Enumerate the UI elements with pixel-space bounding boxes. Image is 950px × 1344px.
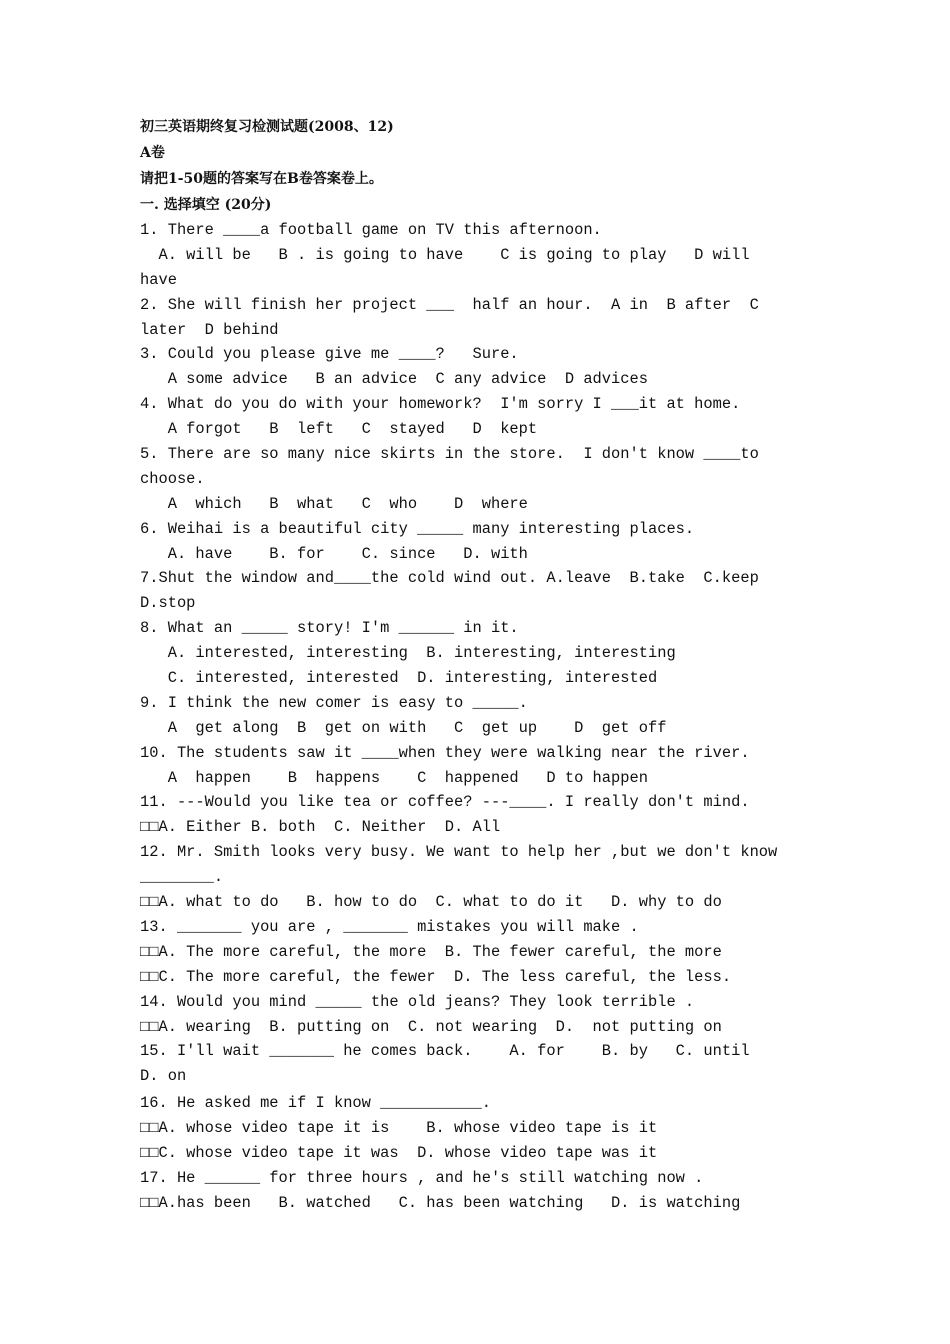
exam-title-text: 初三英语期终复习检测试题(2008、12) bbox=[140, 119, 394, 135]
question-line: A. interested, interesting B. interesting, interesting bbox=[140, 644, 676, 663]
question-line: 16. He asked me if I know ___________. bbox=[140, 1094, 491, 1113]
question-line: 3. Could you please give me ____? Sure. bbox=[140, 345, 519, 364]
question-line: 6. Weihai is a beautiful city _____ many interesting places. bbox=[140, 519, 695, 538]
question-line: 4. What do you do with your homework? I'm sorry I ___it at home. bbox=[140, 395, 741, 414]
question-line: 8. What an _____ story! I'm ______ in it. bbox=[140, 619, 519, 638]
question-line: 14. Would you mind _____ the old jeans? They look terrible . bbox=[140, 992, 695, 1011]
question-line: A. will be B . is going to have C is going to play D will bbox=[140, 245, 750, 264]
question-line: 12. Mr. Smith looks very busy. We want to help her ,but we don't know bbox=[140, 843, 778, 862]
question-line: A get along B get on with C get up D get off bbox=[140, 718, 667, 737]
question-line: 11. ---Would you like tea or coffee? ---____. I really don't mind. bbox=[140, 793, 750, 812]
question-line: A happen B happens C happened D to happen bbox=[140, 768, 648, 787]
question-line: have bbox=[140, 270, 177, 289]
question-line: □□A. whose video tape it is B. whose video tape is it bbox=[140, 1119, 658, 1138]
paper-label bbox=[140, 140, 820, 166]
question-line: D. on bbox=[140, 1067, 187, 1086]
question-line: later D behind bbox=[140, 320, 279, 339]
answer-instruction bbox=[140, 166, 820, 192]
question-line: □□C. The more careful, the fewer D. The less careful, the less. bbox=[140, 967, 732, 986]
question-line: □□C. whose video tape it was D. whose video tape was it bbox=[140, 1143, 658, 1162]
question-line: A some advice B an advice C any advice D advices bbox=[140, 370, 648, 389]
section-heading bbox=[140, 192, 820, 218]
question-line: A. have B. for C. since D. with bbox=[140, 544, 528, 563]
question-line: choose. bbox=[140, 469, 205, 488]
question-line: □□A. The more careful, the more B. The fewer careful, the more bbox=[140, 942, 722, 961]
question-line: A forgot B left C stayed D kept bbox=[140, 420, 538, 439]
question-line: □□A. what to do B. how to do C. what to do it D. why to do bbox=[140, 893, 722, 912]
question-line: 10. The students saw it ____when they were walking near the river. bbox=[140, 743, 750, 762]
question-line: ________. bbox=[140, 868, 224, 887]
question-line: 5. There are so many nice skirts in the store. I don't know ____to bbox=[140, 445, 759, 464]
section-heading-text: 一. 选择填空 (20分) bbox=[140, 197, 272, 213]
question-line: 2. She will finish her project ___ half an hour. A in B after C bbox=[140, 295, 759, 314]
exam-content bbox=[140, 114, 820, 1216]
question-line: A which B what C who D where bbox=[140, 494, 528, 513]
question-line: 15. I'll wait _______ he comes back. A. for B. by C. until bbox=[140, 1042, 750, 1061]
question-line: 17. He ______ for three hours , and he's still watching now . bbox=[140, 1168, 704, 1187]
paper-label-text: A卷 bbox=[140, 145, 165, 161]
question-line: □□A.has been B. watched C. has been watching D. is watching bbox=[140, 1193, 741, 1212]
question-line: 1. There ____a football game on TV this afternoon. bbox=[140, 221, 602, 239]
question-line: 13. _______ you are , _______ mistakes you will make . bbox=[140, 917, 639, 936]
question-line: 7.Shut the window and____the cold wind out. A.leave B.take C.keep bbox=[140, 569, 759, 588]
question-line: C. interested, interested D. interesting, interested bbox=[140, 669, 658, 688]
exam-title bbox=[140, 114, 820, 140]
answer-instruction-text: 请把1-50题的答案写在B卷答案卷上。 bbox=[140, 171, 383, 187]
question-line: D.stop bbox=[140, 594, 196, 613]
question-line: □□A. Either B. both C. Neither D. All bbox=[140, 818, 501, 837]
question-line: □□A. wearing B. putting on C. not wearing D. not putting on bbox=[140, 1017, 722, 1036]
question-line: 9. I think the new comer is easy to _____. bbox=[140, 693, 528, 712]
